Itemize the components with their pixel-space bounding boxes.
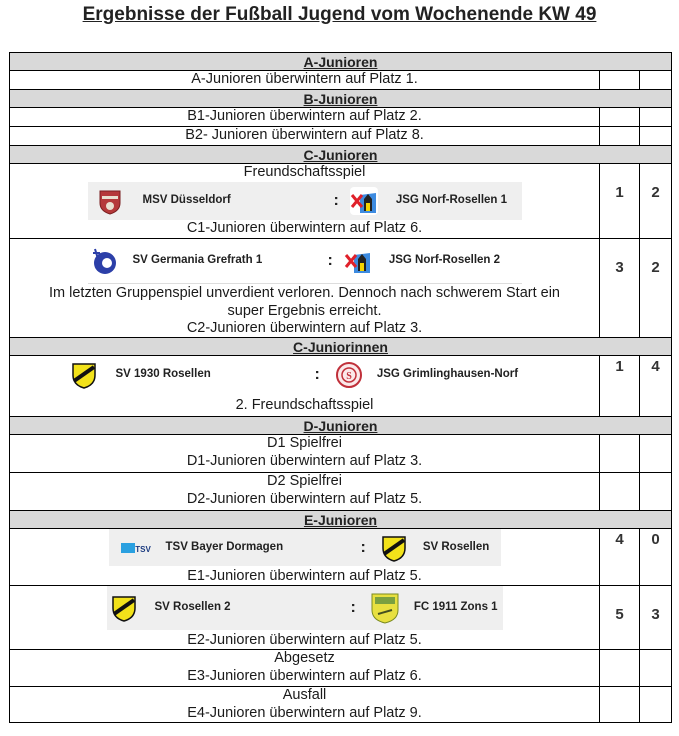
match-note: Freundschaftsspiel xyxy=(243,164,366,180)
sv-rosellen-crest-icon xyxy=(70,361,98,389)
row-text: C2-Junioren überwintern auf Platz 3. xyxy=(186,320,423,336)
score-away: 3 xyxy=(639,586,671,649)
score-home xyxy=(599,435,639,472)
home-team-name: TSV Bayer Dormagen xyxy=(165,540,284,553)
section-header-c-juniorinnen: C-Juniorinnen xyxy=(10,337,671,355)
score-away: 4 xyxy=(639,356,671,416)
score-separator: : xyxy=(327,252,333,270)
score-separator: : xyxy=(333,191,339,209)
match-row xyxy=(10,238,671,337)
score-home: 1 xyxy=(599,356,639,416)
match-bar xyxy=(70,356,540,394)
table-row xyxy=(10,434,671,472)
score-away: 0 xyxy=(639,529,671,585)
score-away xyxy=(639,108,671,126)
section-header-b-junioren: B-Junioren xyxy=(10,89,671,107)
row-text: C1-Junioren überwintern auf Platz 6. xyxy=(186,219,423,236)
row-text: B2- Junioren überwintern auf Platz 8. xyxy=(185,127,424,143)
score-home xyxy=(599,650,639,686)
sv-germania-grefrath-crest-icon xyxy=(90,245,120,277)
table-row xyxy=(10,107,671,126)
table-row xyxy=(10,70,671,89)
jsg-norf-rosellen-crest-icon xyxy=(350,187,378,215)
score-away xyxy=(639,473,671,510)
table-row xyxy=(10,649,671,686)
jsg-grimlinghausen-crest-icon xyxy=(335,361,363,389)
match-row xyxy=(10,528,671,585)
row-text: A-Junioren überwintern auf Platz 1. xyxy=(191,71,418,87)
score-away xyxy=(639,435,671,472)
match-bar xyxy=(107,586,503,630)
score-separator: : xyxy=(314,366,320,384)
row-text: B1-Junioren überwintern auf Platz 2. xyxy=(187,108,422,124)
match-row xyxy=(10,585,671,649)
score-home xyxy=(599,473,639,510)
section-header-d-junioren: D-Junioren xyxy=(10,416,671,434)
score-home xyxy=(599,687,639,722)
score-away xyxy=(639,71,671,89)
match-comment: Im letzten Gruppenspiel unverdient verloren. Dennoch nach schwerem Start ein xyxy=(49,285,560,301)
score-home xyxy=(599,108,639,126)
fc-zons-crest-icon xyxy=(370,592,400,624)
score-home: 3 xyxy=(599,239,639,337)
match-bar xyxy=(109,529,501,566)
match-bar xyxy=(88,182,522,220)
home-team-name: SV Rosellen 2 xyxy=(154,601,231,614)
results-table xyxy=(9,52,672,723)
away-team-name: JSG Grimlinghausen-Norf xyxy=(376,368,519,381)
jsg-norf-rosellen-crest-icon xyxy=(344,247,372,275)
score-home xyxy=(599,71,639,89)
svg-text:TSV: TSV xyxy=(134,544,151,554)
table-row xyxy=(10,686,671,723)
score-home: 5 xyxy=(599,586,639,649)
section-header-c-junioren: C-Junioren xyxy=(10,145,671,163)
away-team-name: JSG Norf-Rosellen 2 xyxy=(388,254,501,267)
score-away xyxy=(639,650,671,686)
row-text: D2 Spielfrei D2-Junioren überwintern auf Platz 5. xyxy=(186,473,423,507)
score-separator: : xyxy=(350,599,356,617)
row-text: Abgesetz E3-Junioren überwintern auf Platz 6. xyxy=(187,650,422,684)
score-separator: : xyxy=(360,538,366,556)
sv-rosellen-crest-icon xyxy=(110,594,138,622)
row-text: E2-Junioren überwintern auf Platz 5. xyxy=(187,632,422,648)
msv-duesseldorf-crest-icon xyxy=(96,187,124,215)
row-text: D1 Spielfrei D1-Junioren überwintern auf Platz 3. xyxy=(186,435,423,469)
match-comment: super Ergebnis erreicht. xyxy=(227,302,382,319)
score-away xyxy=(639,687,671,722)
row-text: Ausfall E4-Junioren überwintern auf Platz 9. xyxy=(187,687,422,721)
away-team-name: FC 1911 Zons 1 xyxy=(413,601,498,614)
match-row xyxy=(10,163,671,238)
page-title: Ergebnisse der Fußball Jugend vom Wochenende KW 49 xyxy=(82,4,597,25)
home-team-name: SV Germania Grefrath 1 xyxy=(132,254,263,267)
match-row xyxy=(10,355,671,416)
home-team-name: SV 1930 Rosellen xyxy=(115,368,211,381)
score-home: 1 xyxy=(599,164,639,238)
score-away: 2 xyxy=(639,239,671,337)
section-header-a-junioren: A-Junioren xyxy=(10,52,671,70)
table-row xyxy=(10,126,671,145)
section-header-e-junioren: E-Junioren xyxy=(10,510,671,528)
score-home: 4 xyxy=(599,529,639,585)
score-away xyxy=(639,127,671,145)
svg-text:S: S xyxy=(346,371,352,382)
row-text: E1-Junioren überwintern auf Platz 5. xyxy=(187,568,422,584)
table-row xyxy=(10,472,671,510)
home-team-name: MSV Düsseldorf xyxy=(142,193,231,206)
match-note: 2. Freundschaftsspiel xyxy=(235,397,374,413)
tsv-bayer-dormagen-crest-icon xyxy=(121,541,151,555)
match-bar xyxy=(88,239,522,284)
sv-rosellen-crest-icon xyxy=(380,534,408,562)
score-away: 2 xyxy=(639,164,671,238)
score-home xyxy=(599,127,639,145)
away-team-name: JSG Norf-Rosellen 1 xyxy=(395,193,508,206)
away-team-name: SV Rosellen xyxy=(422,540,490,553)
